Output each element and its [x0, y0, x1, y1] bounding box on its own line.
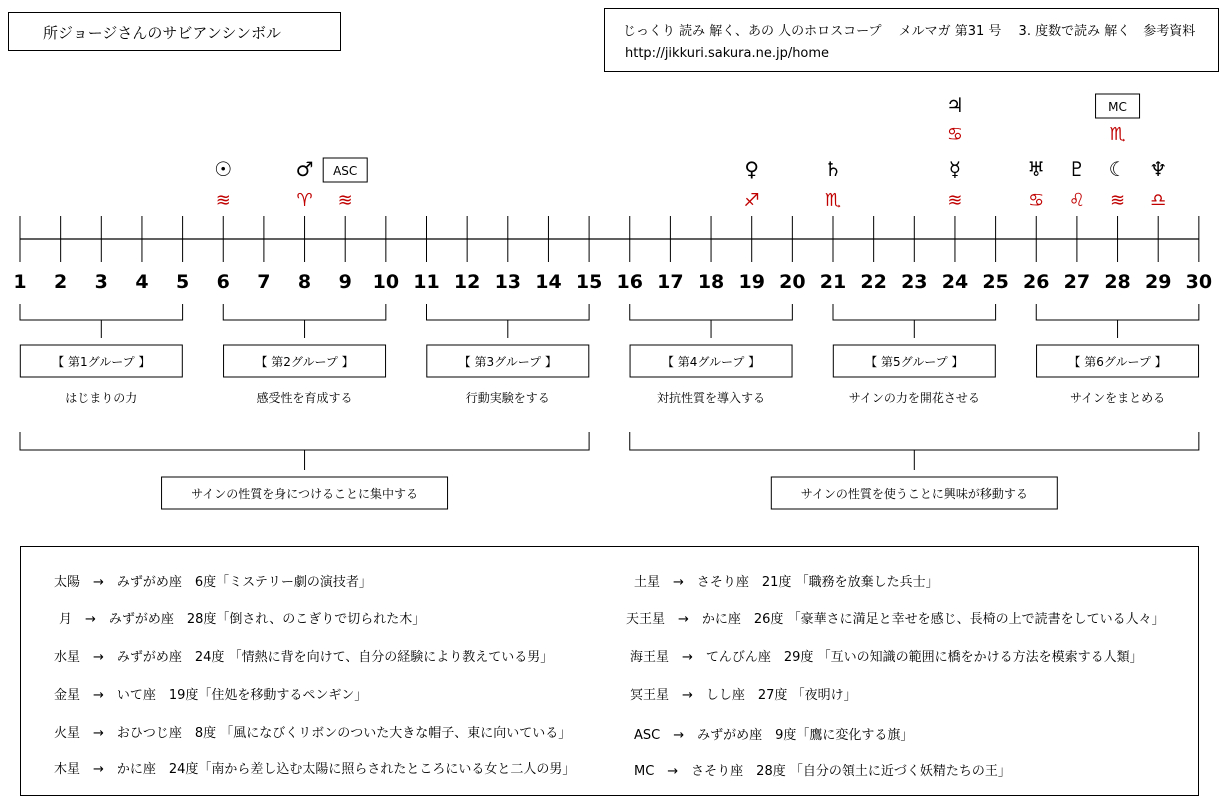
- scale-number: 5: [175, 271, 190, 293]
- scale-number: 4: [135, 271, 149, 293]
- venus-icon: ♀: [744, 157, 760, 181]
- half-label: サインの性質を身につけることに集中する: [191, 487, 419, 501]
- scale-number: 24: [941, 271, 969, 293]
- cancer-icon: ♋: [1028, 190, 1045, 211]
- list-item: 水星 → みずがめ座 24度 「情熱に背を向けて、自分の経験により教えている男」: [54, 650, 554, 665]
- pluto-icon: ♇: [1067, 157, 1086, 181]
- list-item: 天王星 → かに座 26度 「豪華さに満足と幸せを感じ、長椅の上で読書をしている人々」: [626, 612, 1165, 627]
- scorpio-icon: ♏: [1109, 124, 1126, 145]
- aquarius-icon: ≋: [947, 190, 963, 211]
- scale-number: 7: [257, 271, 271, 293]
- cancer-icon: ♋: [946, 124, 964, 145]
- scale-number: 2: [54, 271, 68, 293]
- scale-number: 17: [657, 271, 684, 293]
- scale-number: 23: [901, 271, 928, 293]
- reference-url: http://jikkuri.sakura.ne.jp/home: [625, 46, 830, 61]
- scorpio-icon: ♏: [824, 190, 842, 211]
- group-description: 行動実験をする: [465, 391, 550, 405]
- aquarius-icon: ≋: [215, 190, 231, 211]
- scale-number: 22: [860, 271, 887, 293]
- uranus-icon: ♅: [1027, 157, 1046, 181]
- jupiter-icon: ♃: [945, 93, 964, 117]
- sagittarius-icon: ♐: [743, 190, 760, 211]
- scale-number: 20: [779, 271, 806, 293]
- scale-number: 15: [575, 271, 603, 293]
- group-description: はじまりの力: [65, 391, 138, 405]
- group-label: 【 第1グループ 】: [52, 355, 151, 369]
- scale-number: 29: [1144, 271, 1172, 293]
- half-bracket: [20, 432, 589, 470]
- group-bracket: [1036, 304, 1199, 338]
- scale-number: 3: [94, 271, 108, 293]
- list-item: 太陽 → みずがめ座 6度「ミステリー劇の演技者」: [54, 575, 372, 590]
- group-description: サインの力を開花させる: [848, 391, 980, 405]
- neptune-icon: ♆: [1149, 157, 1168, 181]
- list-item: 月 → みずがめ座 28度「倒され、のこぎりで切られた木」: [59, 612, 426, 627]
- scale-number: 1: [13, 271, 27, 293]
- scale-number: 19: [738, 271, 765, 293]
- group-bracket: [20, 304, 183, 338]
- scale-number: 10: [372, 271, 400, 293]
- group-description: サインをまとめる: [1069, 391, 1166, 405]
- group-description: 対抗性質を導入する: [657, 391, 766, 405]
- list-item: 火星 → おひつじ座 8度 「風になびくリボンのついた大きな帽子、東に向いている」: [54, 726, 572, 741]
- group-label: 【 第5グループ 】: [865, 355, 964, 369]
- group-label: 【 第3グループ 】: [458, 355, 557, 369]
- group-description: 感受性を育成する: [256, 391, 353, 405]
- list-item: 冥王星 → しし座 27度 「夜明け」: [630, 688, 857, 703]
- scale-number: 25: [982, 271, 1009, 293]
- aries-icon: ♈: [296, 190, 313, 211]
- group-label: 【 第4グループ 】: [661, 355, 761, 369]
- scale-number: 13: [494, 271, 522, 293]
- reference-text: じっくり 読み 解く、あの 人のホロスコープ メルマガ 第31 号 3. 度数で読み 解く 参考資料: [623, 24, 1196, 39]
- list-item: MC → さそり座 28度 「自分の領土に近づく妖精たちの王」: [634, 764, 1011, 779]
- symbols-list: [20, 546, 1199, 796]
- scale-number: 14: [535, 271, 562, 293]
- mars-icon: ♂: [295, 157, 314, 181]
- list-item: 土星 → さそり座 21度 「職務を放棄した兵士」: [634, 575, 939, 590]
- scale-number: 11: [413, 271, 440, 293]
- scale-number: 6: [216, 271, 230, 293]
- scale-number: 18: [697, 271, 725, 293]
- scale-number: 8: [297, 271, 312, 293]
- half-label: サインの性質を使うことに興味が移動する: [800, 487, 1028, 501]
- scale-number: 9: [338, 271, 352, 293]
- group-bracket: [833, 304, 996, 338]
- group-label: 【 第2グループ 】: [255, 355, 354, 369]
- scale-number: 28: [1104, 271, 1131, 293]
- leo-icon: ♌: [1068, 190, 1085, 211]
- list-item: 海王星 → てんびん座 29度 「互いの知識の範囲に橋をかける方法を模索する人類」: [630, 650, 1143, 665]
- group-bracket: [223, 304, 386, 338]
- list-item: 木星 → かに座 24度「南から差し込む太陽に照らされたところにいる女と二人の男」: [54, 762, 576, 777]
- saturn-icon: ♄: [824, 157, 842, 181]
- scale-number: 26: [1023, 271, 1050, 293]
- half-bracket: [630, 432, 1199, 470]
- mercury-icon: ☿: [948, 157, 962, 181]
- scale-number: 27: [1063, 271, 1091, 293]
- moon-icon: ☾: [1108, 157, 1127, 181]
- list-item: 金星 → いて座 19度「住処を移動するペンギン」: [54, 688, 368, 703]
- sun-icon: ☉: [214, 157, 233, 181]
- group-bracket: [630, 304, 793, 338]
- libra-icon: ♎: [1150, 190, 1167, 211]
- asc-label: ASC: [333, 164, 358, 178]
- aquarius-icon: ≋: [1110, 190, 1126, 211]
- list-item: ASC → みずがめ座 9度「鷹に変化する旗」: [634, 728, 914, 743]
- scale-number: 30: [1185, 271, 1213, 293]
- scale-number: 16: [616, 271, 643, 293]
- scale-number: 21: [819, 271, 847, 293]
- group-bracket: [427, 304, 590, 338]
- group-label: 【 第6グループ 】: [1068, 355, 1167, 369]
- aquarius-icon: ≋: [337, 190, 353, 211]
- title-text: 所ジョージさんのサビアンシンボル: [43, 24, 282, 42]
- mc-label: MC: [1108, 100, 1127, 114]
- scale-number: 12: [453, 271, 481, 293]
